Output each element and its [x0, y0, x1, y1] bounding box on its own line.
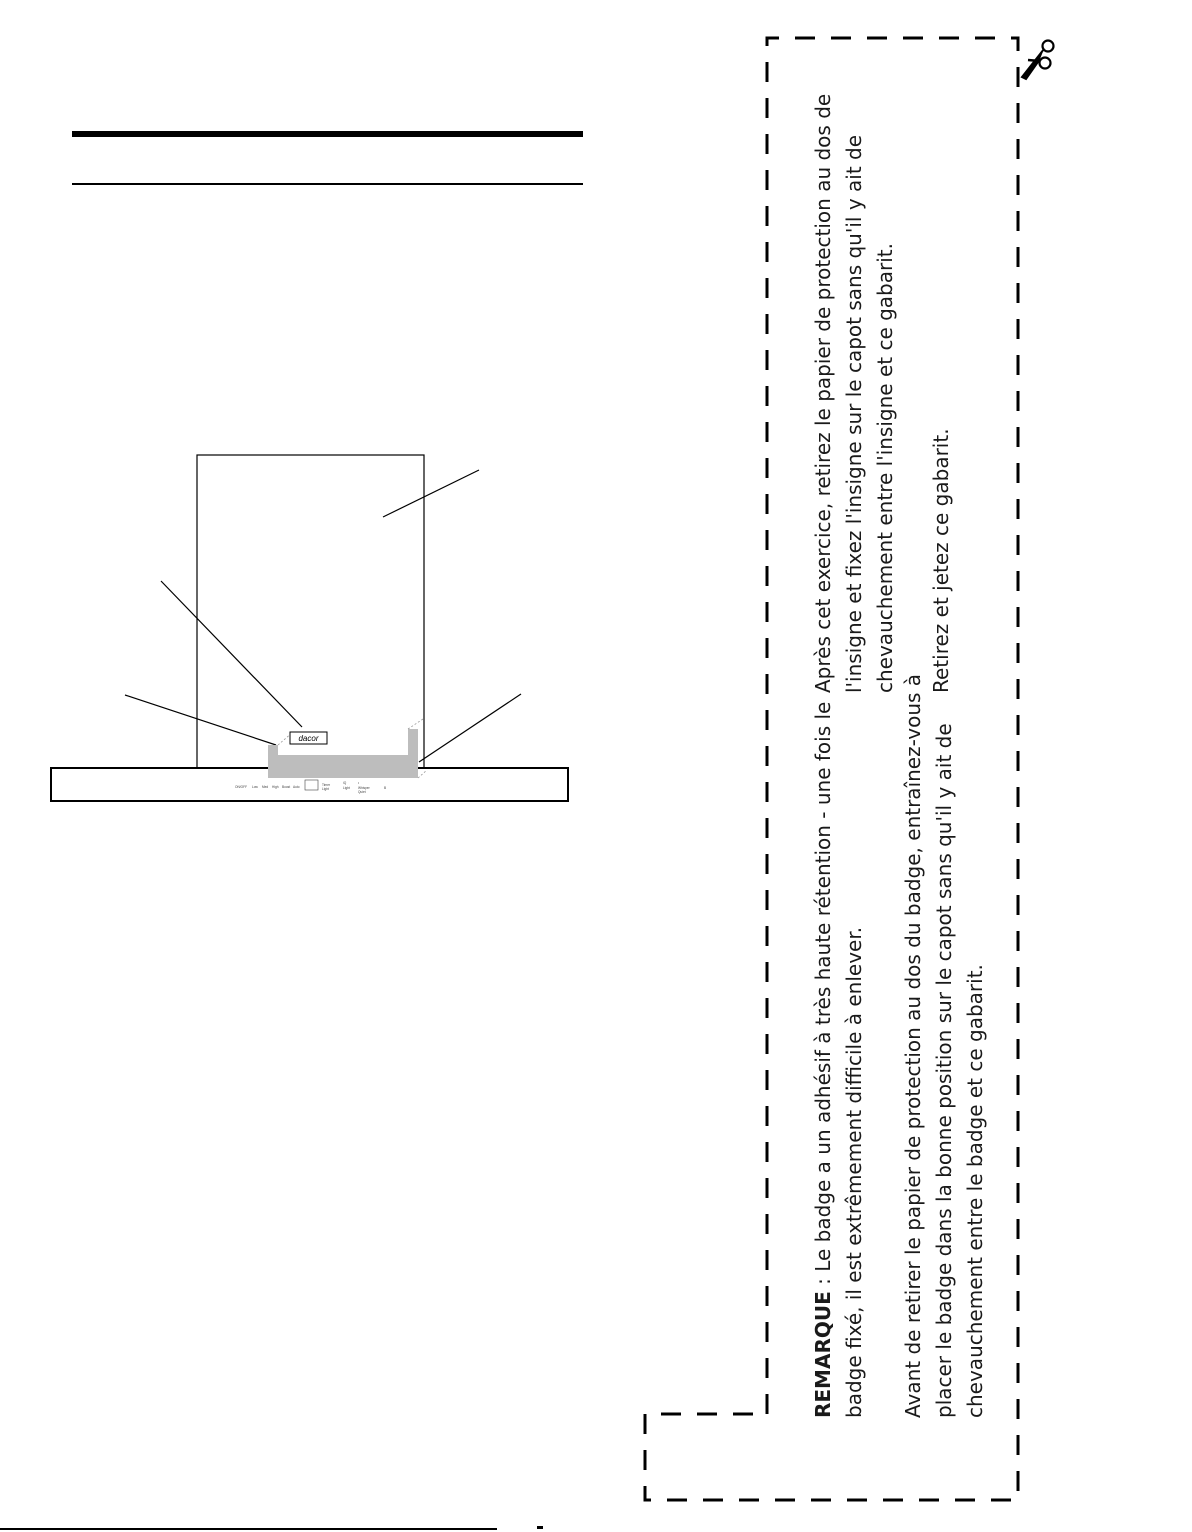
control-label: • — [358, 781, 360, 785]
scissors-icon — [1014, 36, 1058, 82]
after-line: chevauchement entre l'insigne et ce gabarit. — [873, 243, 897, 693]
before-line: Avant de retirer le papier de protection au dos du badge, entraînez-vous à — [901, 673, 925, 1418]
control-label: Light — [343, 786, 350, 790]
control-label: Boost — [282, 785, 291, 789]
control-label: Low — [252, 785, 258, 789]
before-line: placer le badge dans la bonne position sur le capot sans qu'il y ait de — [932, 723, 956, 1418]
control-label: High — [272, 785, 279, 789]
control-label: Timer — [322, 783, 331, 787]
control-label: ON/OFF — [235, 785, 248, 789]
control-label: B — [384, 786, 387, 790]
control-label: Light — [322, 787, 329, 791]
control-label: Auto — [293, 785, 300, 789]
footer-mark — [537, 1526, 543, 1529]
control-label: Whisper — [358, 786, 370, 790]
control-label: iQ — [343, 781, 347, 785]
discard-instruction: Retirez et jetez ce gabarit. — [929, 428, 953, 693]
control-label: Quiet — [358, 790, 366, 794]
before-instructions — [898, 674, 991, 1418]
remarque-line-2: badge fixé, il est extrêmement difficile à enlever. — [842, 926, 866, 1418]
hood-badge-diagram — [45, 445, 580, 815]
after-line: l'insigne et fixez l'insigne sur le capot sans qu'il y ait de — [842, 134, 866, 693]
hood-chimney — [197, 455, 424, 769]
header-rule-thin — [72, 183, 583, 185]
remarque-note — [808, 702, 870, 1418]
logo-leader-line — [161, 581, 302, 727]
chimney-leader-line — [383, 470, 479, 517]
control-label: Med — [262, 785, 269, 789]
dacor-logo: dacor — [298, 734, 319, 743]
header-rule-thick — [72, 131, 583, 137]
footer-rule — [0, 1528, 497, 1530]
badge-right-leader-line — [419, 694, 521, 762]
after-line: Après cet exercice, retirez le papier de protection au dos de — [811, 93, 835, 693]
after-instructions — [808, 94, 901, 693]
badge-left-leader-line — [125, 695, 276, 745]
before-line: chevauchement entre le badge et ce gabarit. — [963, 964, 987, 1418]
remarque-line-1: REMARQUE : Le badge a un adhésif à très haute rétention - une fois le — [811, 701, 835, 1418]
remarque-label: REMARQUE — [811, 1291, 835, 1418]
